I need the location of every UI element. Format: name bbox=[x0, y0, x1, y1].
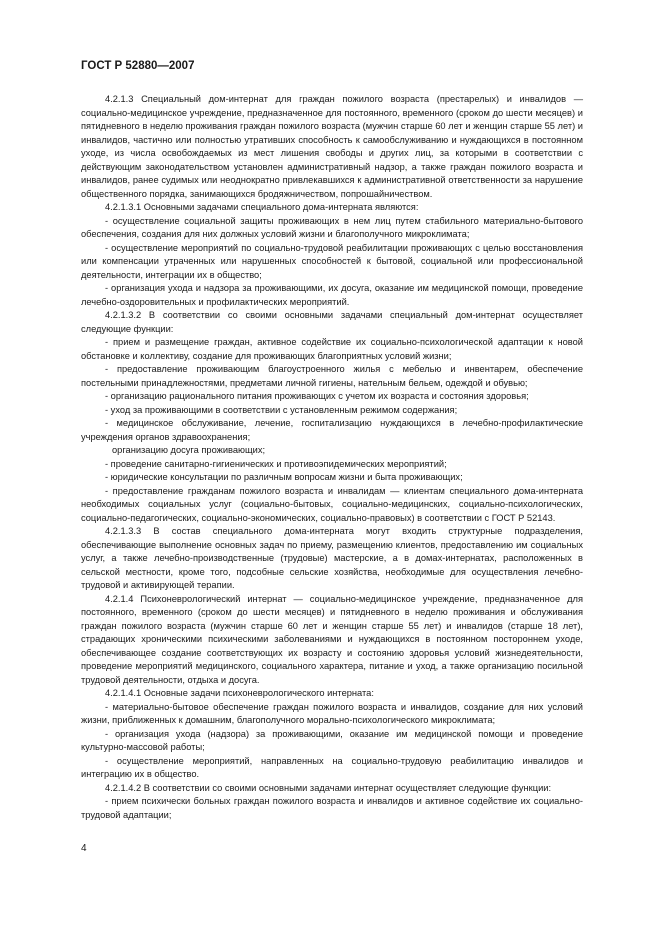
list-item: - организацию рационального питания проживающих с учетом их возраста и состояния здоровья; bbox=[105, 391, 529, 401]
list-item: - предоставление гражданам пожилого возраста и инвалидам — клиентам специального дома-интерната необходимых социальных услуг (социально-бытовых, социально-медицинских, социально-психологических, социально-педагогических, социально-экономических, социально-правовых) в соответствии с ГОСТ Р 52143. bbox=[81, 485, 583, 523]
paragraph: 4.2.1.3 Специальный дом-интернат для граждан пожилого возраста (престарелых) и инвалидов — социально-медицинское учреждение, предназначенное для постоянного, временного (сроком до шести месяцев) и пятидневного в неделю проживания граждан пожилого возраста (мужчин старше 60 лет и женщин старше 55 лет) и инвалидов, частично или полностью утративших способность к самообслуживанию и нуждающихся в постоянном уходе, из числа освобождаемых из мест лишения свободы и других лиц, за которыми в соответствии с действующим законодательством установлен административный надзор, а также граждан пожилого возраста и инвалидов, ранее судимых или неоднократно привлекавшихся к административной ответственности за нарушение общественного порядка, занимающихся бродяжничеством, попрошайничеством. bbox=[81, 94, 583, 199]
list-item: - осуществление мероприятий по социально-трудовой реабилитации проживающих с целью восстановления или компенсации утраченных или нарушенных способностей к бытовой, социальной или профессиональной деятельности, интеграции их в общество; bbox=[81, 242, 583, 280]
list-item: - уход за проживающими в соответствии с установленным режимом содержания; bbox=[105, 404, 458, 415]
list-item: - предоставление проживающим благоустроенного жилья с мебелью и инвентарем, обеспечение постельными принадлежностями, предметами личной гигиены, нательным бельем, одеждой и обувью; bbox=[81, 364, 583, 388]
list-item: - материально-бытовое обеспечение граждан пожилого возраста и инвалидов, создание для них условий жизни, приближенных к домашним, благополучного морально-психологического микроклимата; bbox=[81, 701, 583, 725]
list-item: - прием и размещение граждан, активное содействие их социально-психологической адаптации к новой обстановке и коллективу, создание для проживающих благоприятных условий жизни; bbox=[81, 337, 583, 361]
list-item: - организация ухода (надзора) за проживающими, оказание им медицинской помощи и проведение культурно-массовой работы; bbox=[81, 728, 583, 752]
list-item: - медицинское обслуживание, лечение, госпитализацию нуждающихся в лечебно-профилактические учреждения органов здравоохранения; bbox=[81, 418, 583, 442]
list-item: организацию досуга проживающих; bbox=[112, 445, 266, 455]
paragraph: 4.2.1.4 Психоневрологический интернат — социально-медицинское учреждение, предназначенное для постоянного, временного (сроком до шести месяцев) и пятидневного в неделю проживания и обслуживания граждан пожилого возраста (мужчин старше 60 лет и женщин старше 55 лет) и инвалидов (старше 18 лет), страдающих хроническими психическими заболеваниями и нуждающихся в постоянном постороннем уходе, обеспечивающее создание соответствующих их возрасту и состоянию здоровья условий жизнедеятельности, проведение мероприятий медицинского, социального характера, питание и уход, а также организацию посильной трудовой деятельности, отдыха и досуга. bbox=[81, 593, 583, 685]
document-header: ГОСТ Р 52880—2007 bbox=[81, 60, 195, 72]
page-number: 4 bbox=[81, 843, 87, 854]
document-body bbox=[81, 93, 583, 822]
paragraph: 4.2.1.4.1 Основные задачи психоневрологического интерната: bbox=[105, 688, 374, 698]
list-item: - прием психически больных граждан пожилого возраста и инвалидов и активное содействие их социально-трудовой адаптации; bbox=[81, 796, 583, 820]
paragraph: 4.2.1.3.1 Основными задачами специального дома-интерната являются: bbox=[105, 202, 419, 212]
list-item: - осуществление социальной защиты проживающих в нем лиц путем стабильного материально-бытового обеспечения, создания для них должных условий жизни и благополучного микроклимата; bbox=[81, 215, 583, 239]
list-item: - юридические консультации по различным вопросам жизни и быта проживающих; bbox=[105, 472, 463, 482]
list-item: - проведение санитарно-гигиенических и противоэпидемических мероприятий; bbox=[105, 458, 447, 469]
list-item: - организация ухода и надзора за проживающими, их досуга, оказание им медицинской помощи, проведение лечебно-оздоровительных и профилактических мероприятий. bbox=[81, 283, 583, 307]
list-item: - осуществление мероприятий, направленных на социально-трудовую реабилитацию инвалидов и интеграцию их в общество. bbox=[81, 755, 583, 779]
paragraph: 4.2.1.3.2 В соответствии со своими основными задачами специальный дом-интернат осуществляет следующие функции: bbox=[81, 310, 583, 334]
paragraph: 4.2.1.4.2 В соответствии со своими основными задачами интернат осуществляет следующие функции: bbox=[105, 782, 552, 793]
paragraph: 4.2.1.3.3 В состав специального дома-интерната могут входить структурные подразделения, обеспечивающие выполнение основных задач по приему, размещению клиентов, предоставлению им социальных услуг, а также лечебно-производственные (трудовые) мастерские, а в домах-интернатах, расположенных в сельской местности, кроме того, подсобные сельские хозяйства, необходимые для осуществления лечебно-трудовой и активирующей терапии. bbox=[81, 526, 583, 590]
